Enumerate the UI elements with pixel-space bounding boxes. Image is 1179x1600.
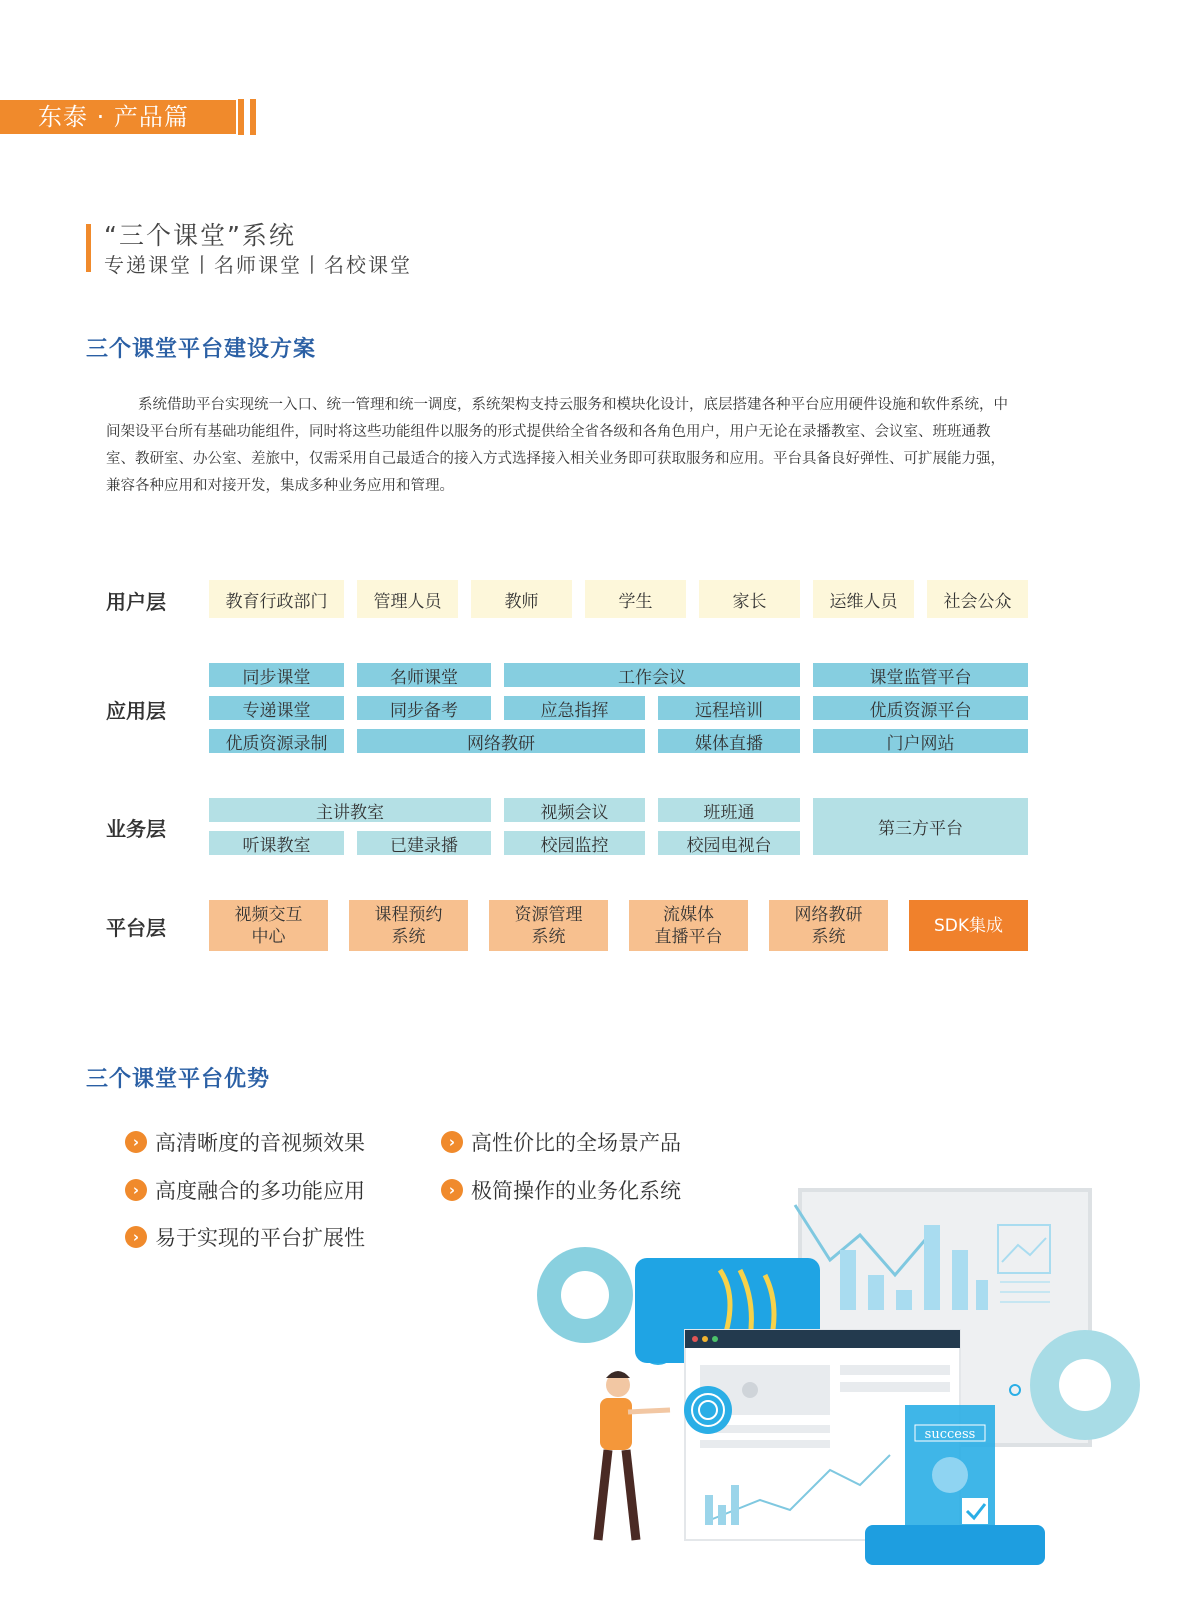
user-box: 学生 — [585, 580, 686, 618]
advantage-text: 高清晰度的音视频效果 — [155, 1131, 365, 1155]
advantage-item — [125, 1127, 365, 1157]
platform-box: 视频交互 中心 — [209, 900, 328, 951]
advantage-item — [125, 1222, 365, 1252]
fingerprint-icon — [684, 1386, 732, 1434]
user-box: 运维人员 — [813, 580, 914, 618]
user-box: 教师 — [471, 580, 572, 618]
biz-box: 听课教室 — [209, 831, 344, 855]
platform-box: 课程预约 系统 — [349, 900, 468, 951]
biz-box: 班班通 — [658, 798, 800, 822]
advantages-heading: 三个课堂平台优势 — [86, 1067, 271, 1092]
person-illustration — [598, 1371, 670, 1540]
advantage-item — [125, 1175, 365, 1205]
biz-box: 校园电视台 — [658, 831, 800, 855]
arrow-circle-icon: › — [441, 1131, 463, 1153]
arrow-circle-icon: › — [441, 1179, 463, 1201]
user-box: 家长 — [699, 580, 800, 618]
app-box: 优质资源录制 — [209, 729, 344, 753]
biz-box: 第三方平台 — [813, 798, 1028, 855]
app-box: 工作会议 — [504, 663, 800, 687]
section-title: “三个课堂”系统 — [104, 221, 296, 250]
app-box: 优质资源平台 — [813, 696, 1028, 720]
app-box: 课堂监管平台 — [813, 663, 1028, 687]
advantage-text: 易于实现的平台扩展性 — [155, 1226, 365, 1250]
browser-titlebar — [685, 1330, 960, 1348]
biz-box: 已建录播 — [357, 831, 491, 855]
sdk-box: SDK集成 — [909, 900, 1028, 951]
app-box: 应急指挥 — [504, 696, 645, 720]
arrow-circle-icon: › — [125, 1131, 147, 1153]
advantage-text: 高度融合的多功能应用 — [155, 1179, 365, 1203]
banner-bar-decoration — [250, 99, 256, 135]
banner-bar-decoration — [238, 99, 244, 135]
user-box: 社会公众 — [927, 580, 1028, 618]
biz-box: 主讲教室 — [209, 798, 491, 822]
platform-illustration — [530, 1180, 1150, 1580]
platform-box: 网络教研 系统 — [769, 900, 888, 951]
plan-heading: 三个课堂平台建设方案 — [86, 337, 317, 362]
advantage-text: 极简操作的业务化系统 — [471, 1179, 681, 1203]
platform-box: 资源管理 系统 — [489, 900, 608, 951]
plan-intro-paragraph: 系统借助平台实现统一入口、统一管理和统一调度，系统架构支持云服务和模块化设计，底层搭建各种平台应用硬件设施和软件系统，中间架设平台所有基础功能组件，同时将这些功能组件以服务的形式提供给全省各级和各角色用户，用户无论在录播教室、会议室、班班通教室、教研室、办公室、差旅中，仅需采用自己最适合的接入方式选择接入相关业务即可获取服务和应用。平台具备良好弹性、可扩展能力强，兼容各种应用和对接开发，集成多种业务应用和管理。 — [106, 397, 1008, 494]
app-box: 专递课堂 — [209, 696, 344, 720]
gear-icon — [537, 1247, 633, 1343]
header-banner-title: 东泰 · 产品篇 — [38, 103, 189, 131]
arrow-circle-icon: › — [125, 1179, 147, 1201]
biz-box: 视频会议 — [504, 798, 645, 822]
platform-box: 流媒体 直播平台 — [629, 900, 748, 951]
user-box: 教育行政部门 — [209, 580, 344, 618]
app-box: 同步课堂 — [209, 663, 344, 687]
platform-layer-label: 平台层 — [106, 916, 166, 940]
app-box: 网络教研 — [357, 729, 645, 753]
section-subtitle: 专递课堂丨名师课堂丨名校课堂 — [104, 253, 412, 277]
app-box: 媒体直播 — [658, 729, 800, 753]
biz-layer-label: 业务层 — [106, 817, 166, 841]
user-box: 管理人员 — [357, 580, 458, 618]
app-box: 名师课堂 — [357, 663, 491, 687]
checkbox-icon — [962, 1498, 988, 1524]
base-platform — [865, 1525, 1045, 1565]
title-accent-bar — [86, 224, 91, 272]
gear-icon — [1030, 1330, 1140, 1440]
advantage-text: 高性价比的全场景产品 — [471, 1131, 681, 1155]
arrow-circle-icon: › — [125, 1226, 147, 1248]
biz-box: 校园监控 — [504, 831, 645, 855]
user-layer-label: 用户层 — [106, 590, 166, 614]
app-layer-label: 应用层 — [106, 699, 166, 723]
advantage-item — [441, 1127, 681, 1157]
success-label: success — [924, 1427, 976, 1442]
app-box: 远程培训 — [658, 696, 800, 720]
app-box: 同步备考 — [357, 696, 491, 720]
app-box: 门户网站 — [813, 729, 1028, 753]
